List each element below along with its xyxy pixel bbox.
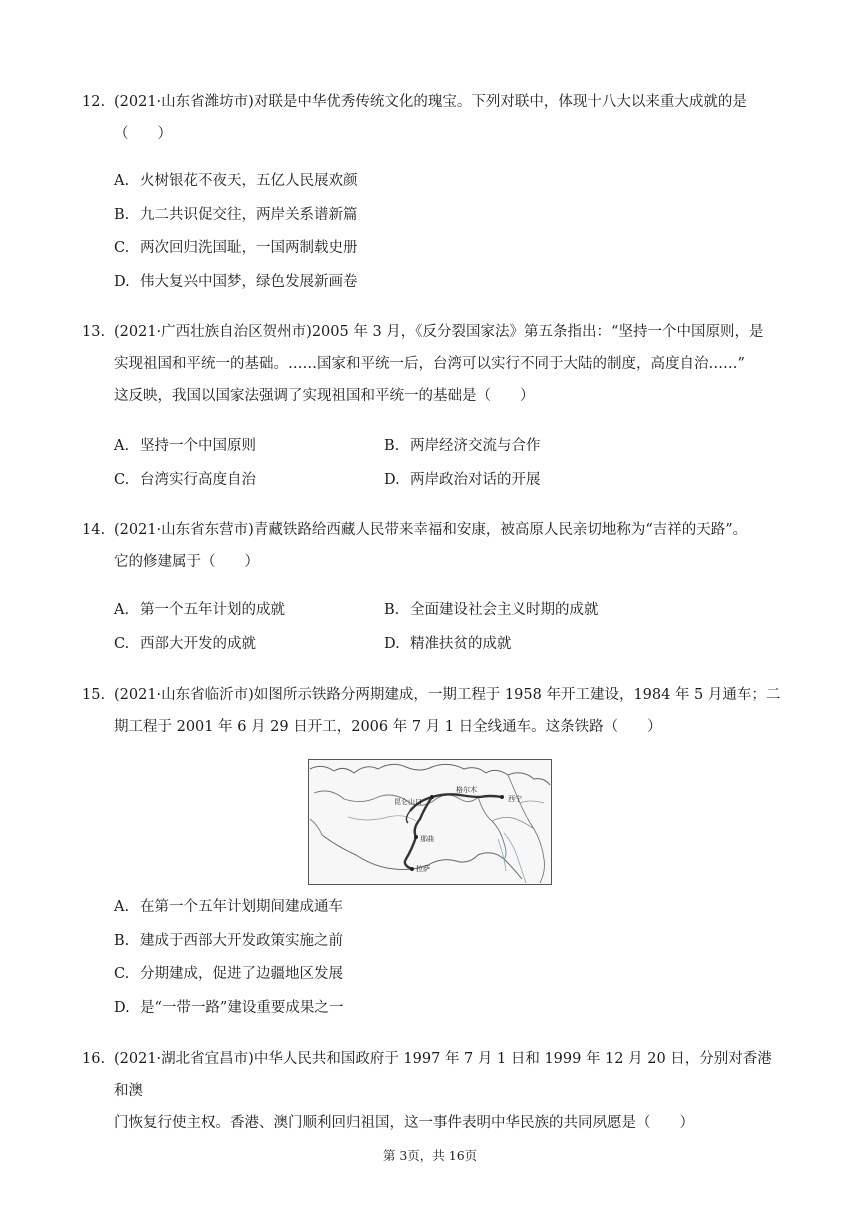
option-a (114, 436, 256, 456)
question-number: 16. (82, 1051, 106, 1067)
option-text: 建成于西部大开发政策实施之前 (140, 933, 343, 949)
option-letter: C. (114, 966, 130, 982)
option-b (114, 205, 358, 225)
question-number: 12. (82, 94, 106, 110)
option-d (384, 634, 512, 654)
option-letter: B. (384, 438, 400, 454)
option-c (114, 634, 256, 654)
map-label-nagqu: 那曲 (420, 835, 434, 843)
option-d (114, 998, 343, 1018)
stem-line: (2021·广西壮族自治区贺州市)2005 年 3 月，《反分裂国家法》第五条指出：“坚持一个中国原则，是 (114, 324, 764, 340)
option-letter: C. (114, 472, 130, 488)
map-label-kunlun: 昆仑山口 (394, 798, 422, 806)
option-b (384, 600, 599, 620)
page-footer: 第 3页，共 16页 (382, 1148, 478, 1163)
stem-line: 实现祖国和平统一的基础。……国家和平统一后，台湾可以实行不同于大陆的制度，高度自治……” (114, 356, 745, 372)
option-a (114, 897, 343, 917)
option-letter: C. (114, 240, 130, 256)
option-text: 全面建设社会主义时期的成就 (410, 602, 599, 618)
question-16 (82, 1043, 782, 1139)
option-text: 伟大复兴中国梦，绿色发展新画卷 (140, 274, 358, 290)
map-label-xining: 西宁 (508, 795, 522, 803)
option-d (114, 272, 358, 292)
question-stem (114, 86, 782, 150)
option-letter: A. (114, 438, 130, 454)
question-stem (114, 679, 782, 743)
option-text: 九二共识促交往，两岸关系谱新篇 (140, 207, 358, 223)
stem-line: 这反映，我国以国家法强调了实现祖国和平统一的基础是（ ） (114, 388, 535, 404)
option-text: 西部大开发的成就 (140, 636, 256, 652)
question-stem (114, 316, 782, 412)
option-a (114, 171, 358, 191)
question-stem (114, 1043, 782, 1139)
option-a (114, 600, 285, 620)
stem-line: 门恢复行使主权。香港、澳门顺利回归祖国，这一事件表明中华民族的共同夙愿是（ ） (114, 1115, 694, 1131)
option-text: 两岸政治对话的开展 (410, 472, 541, 488)
option-c (114, 964, 343, 984)
option-c (114, 238, 358, 258)
option-letter: D. (384, 636, 400, 652)
stem-line: (2021·山东省潍坊市)对联是中华优秀传统文化的瑰宝。下列对联中，体现十八大以来重大成就的是 (114, 94, 747, 110)
question-number: 13. (82, 324, 106, 340)
option-text: 分期建成，促进了边疆地区发展 (140, 966, 343, 982)
option-letter: D. (114, 1000, 130, 1016)
option-b (114, 931, 343, 951)
question-number: 14. (82, 522, 106, 538)
option-letter: A. (114, 173, 130, 189)
option-text: 在第一个五年计划期间建成通车 (140, 899, 343, 915)
stem-line: (2021·山东省临沂市)如图所示铁路分两期建成，一期工程于 1958 年开工建设，1984 年 5 月通车；二 (114, 687, 781, 703)
question-number: 15. (82, 687, 106, 703)
option-text: 两岸经济交流与合作 (410, 438, 541, 454)
map-label-golmud: 格尔木 (456, 786, 477, 794)
option-letter: D. (114, 274, 130, 290)
question-14 (82, 514, 782, 578)
option-c (114, 470, 256, 490)
option-text: 是“一带一路”建设重要成果之一 (140, 1000, 344, 1016)
station-marker (430, 795, 434, 799)
railway-map (308, 759, 552, 885)
option-text: 火树银花不夜天，五亿人民展欢颜 (140, 173, 358, 189)
stem-line: (2021·山东省东营市)青藏铁路给西藏人民带来幸福和安康，被高原人民亲切地称为“吉祥的天路”。 (114, 522, 748, 538)
question-15 (82, 679, 782, 743)
option-text: 两次回归洗国耻，一国两制载史册 (140, 240, 358, 256)
option-b (384, 436, 541, 456)
option-text: 第一个五年计划的成就 (140, 602, 285, 618)
question-stem (114, 514, 782, 578)
option-letter: A. (114, 899, 130, 915)
map-label-lhasa: 拉萨 (416, 865, 430, 873)
option-letter: B. (114, 207, 130, 223)
stem-line: 它的修建属于（ ） (114, 554, 259, 570)
station-marker (500, 795, 504, 799)
option-letter: A. (114, 602, 130, 618)
option-d (384, 470, 541, 490)
option-letter: D. (384, 472, 400, 488)
option-text: 坚持一个中国原则 (140, 438, 256, 454)
option-letter: B. (384, 602, 400, 618)
question-13 (82, 316, 782, 412)
stem-line: (2021·湖北省宜昌市)中华人民共和国政府于 1997 年 7 月 1 日和 1999 年 12 月 20 日，分别对香港和澳 (114, 1051, 772, 1099)
option-text: 台湾实行高度自治 (140, 472, 256, 488)
station-marker (410, 867, 414, 871)
station-marker (414, 835, 418, 839)
stem-line: （ ） (114, 126, 172, 142)
question-12 (82, 86, 782, 150)
option-letter: C. (114, 636, 130, 652)
stem-line: 期工程于 2001 年 6 月 29 日开工，2006 年 7 月 1 日全线通车。这条铁路（ ） (114, 719, 662, 735)
option-letter: B. (114, 933, 130, 949)
option-text: 精准扶贫的成就 (410, 636, 512, 652)
